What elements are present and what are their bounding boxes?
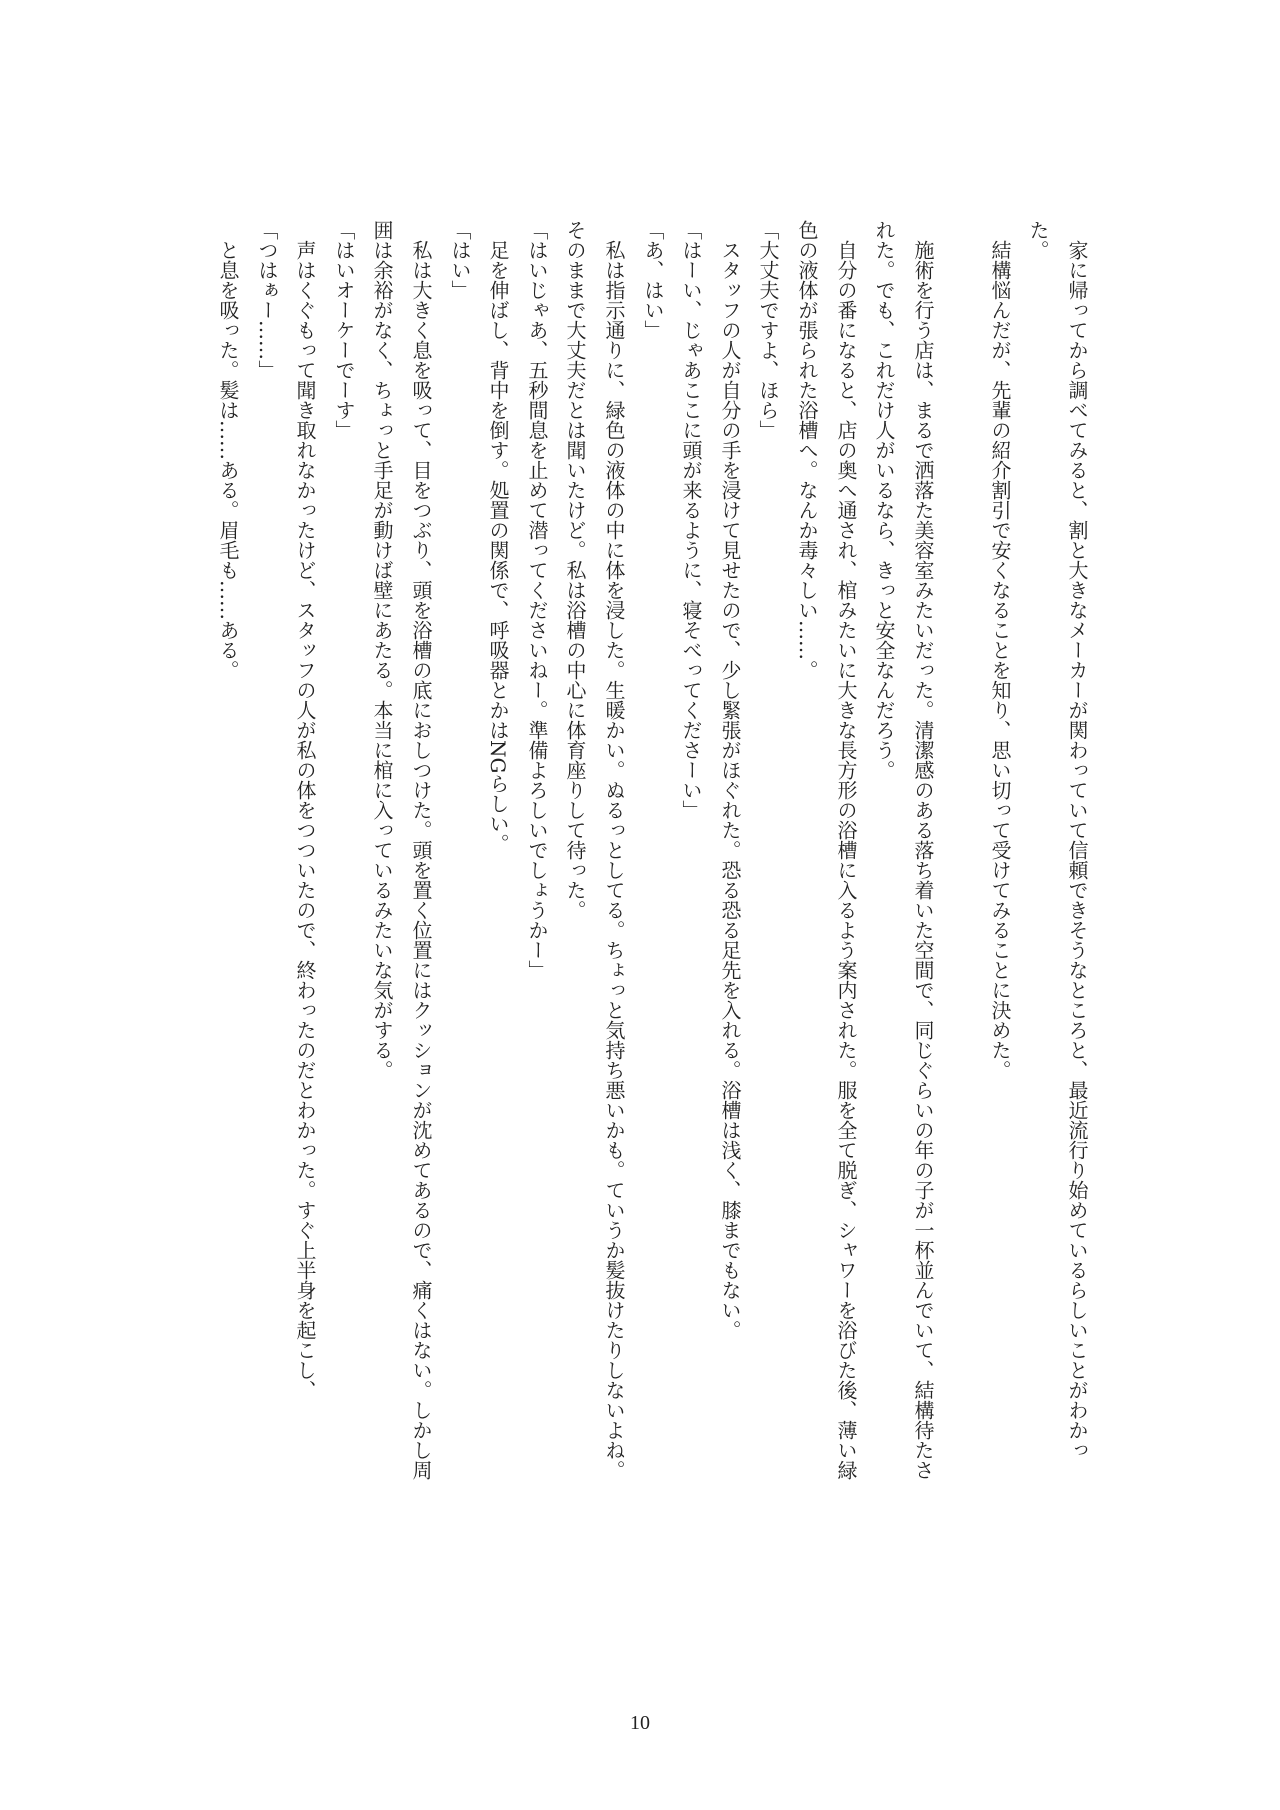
dialogue-column: 「はいオーケーでーす」 — [332, 220, 356, 440]
text-column: 足を伸ばし、背中を倒す。処置の関係で、呼吸器とかはNGらしい。 — [486, 240, 510, 854]
text-column: 声はくぐもって聞き取れなかったけど、スタッフの人が私の体をつついたので、終わったのだとわかった。すぐ上半身を起こし、 — [293, 240, 317, 1400]
dialogue-column: 「つはぁー……」 — [255, 220, 279, 380]
dialogue-column: 「はいじゃあ、五秒間息を止めて潜ってくださいねー。準備よろしいでしょうかー」 — [525, 220, 549, 980]
text-column: 色の液体が張られた浴槽へ。なんか毒々しい……。 — [795, 220, 819, 680]
text-column: た。 — [1026, 220, 1050, 260]
dialogue-column: 「あ、はい」 — [641, 220, 665, 340]
text-column: 囲は余裕がなく、ちょっと手足が動けば壁にあたる。本当に棺に入っているみたいな気がする。 — [370, 220, 394, 1080]
text-column: そのままで大丈夫だとは聞いたけど。私は浴槽の中心に体育座りして待った。 — [563, 220, 587, 920]
text-column: れた。でも、これだけ人がいるなら、きっと安全なんだろう。 — [872, 220, 896, 780]
text-column: と息を吸った。髪は……ある。眉毛も……ある。 — [216, 240, 240, 680]
text-column: 私は指示通りに、緑色の液体の中に体を浸した。生暖かい。ぬるっとしてる。ちょっと気持ち悪いかも。ていうか髪抜けたりしないよね。 — [602, 240, 626, 1480]
dialogue-column: 「大丈夫ですよ、ほら」 — [756, 220, 780, 440]
dialogue-column: 「はい」 — [448, 220, 472, 300]
text-column: 私は大きく息を吸って、目をつぶり、頭を浴槽の底におしつけた。頭を置く位置にはクッションが沈めてあるので、痛くはない。しかし周 — [409, 240, 433, 1480]
text-column: 家に帰ってから調べてみると、割と大きなメーカーが関わっていて信頼できそうなところと、最近流行り始めているらしいことがわかっ — [1065, 240, 1089, 1460]
text-column: 施術を行う店は、まるで洒落た美容室みたいだった。清潔感のある落ち着いた空間で、同じぐらいの年の子が一杯並んでいて、結構待たさ — [911, 240, 935, 1480]
text-column: 自分の番になると、店の奥へ通され、棺みたいに大きな長方形の浴槽に入るよう案内された。服を全て脱ぎ、シャワーを浴びた後、薄い緑 — [834, 240, 858, 1480]
page-number: 10 — [630, 1712, 650, 1734]
text-column: 結構悩んだが、先輩の紹介割引で安くなることを知り、思い切って受けてみることに決めた。 — [988, 240, 1012, 1080]
text-column: スタッフの人が自分の手を浸けて見せたので、少し緊張がほぐれた。恐る恐る足先を入れる。浴槽は浅く、膝までもない。 — [718, 240, 742, 1340]
dialogue-column: 「はーい、じゃあここに頭が来るように、寝そべってくださーい」 — [679, 220, 703, 820]
